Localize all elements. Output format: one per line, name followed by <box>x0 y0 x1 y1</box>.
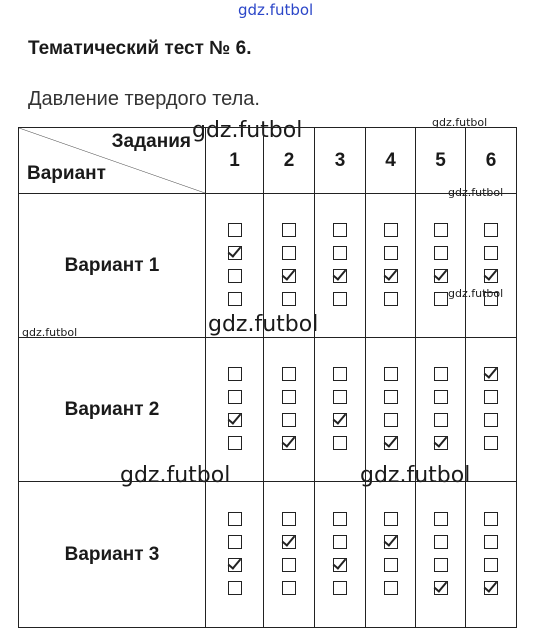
empty-checkbox <box>434 367 448 381</box>
answer-cell <box>206 338 264 482</box>
variant-label: Вариант 3 <box>19 482 206 628</box>
checked-checkbox <box>484 269 498 283</box>
empty-checkbox <box>384 246 398 260</box>
corner-label-variant: Вариант <box>27 163 106 184</box>
empty-checkbox <box>384 292 398 306</box>
answer-cell <box>366 338 416 482</box>
variant-label: Вариант 2 <box>19 338 206 482</box>
page-subtitle: Давление твердого тела. <box>28 88 260 110</box>
empty-checkbox <box>282 292 296 306</box>
empty-checkbox <box>434 390 448 404</box>
answer-cell <box>264 194 315 338</box>
answer-cell <box>416 194 466 338</box>
empty-checkbox <box>484 292 498 306</box>
empty-checkbox <box>484 223 498 237</box>
empty-checkbox <box>434 512 448 526</box>
empty-checkbox <box>282 558 296 572</box>
answer-cell <box>264 482 315 628</box>
empty-checkbox <box>384 390 398 404</box>
empty-checkbox <box>333 246 347 260</box>
watermark: gdz.futbol <box>208 312 319 337</box>
checked-checkbox <box>333 269 347 283</box>
answer-cell <box>315 338 366 482</box>
watermark: gdz.futbol <box>448 287 504 300</box>
variant-row <box>19 194 517 338</box>
empty-checkbox <box>228 535 242 549</box>
empty-checkbox <box>484 413 498 427</box>
checked-checkbox <box>484 367 498 381</box>
empty-checkbox <box>434 292 448 306</box>
empty-checkbox <box>228 223 242 237</box>
watermark: gdz.futbol <box>448 186 504 199</box>
empty-checkbox <box>282 413 296 427</box>
checked-checkbox <box>384 535 398 549</box>
empty-checkbox <box>434 535 448 549</box>
column-header: 3 <box>315 128 366 194</box>
watermark: gdz.futbol <box>360 463 471 488</box>
empty-checkbox <box>228 390 242 404</box>
empty-checkbox <box>282 512 296 526</box>
checked-checkbox <box>434 436 448 450</box>
checked-checkbox <box>282 535 296 549</box>
empty-checkbox <box>333 512 347 526</box>
empty-checkbox <box>228 512 242 526</box>
answer-cell <box>416 338 466 482</box>
page-title: Тематический тест № 6. <box>28 38 252 59</box>
answer-cell <box>264 338 315 482</box>
empty-checkbox <box>333 223 347 237</box>
column-header: 4 <box>366 128 416 194</box>
empty-checkbox <box>282 390 296 404</box>
empty-checkbox <box>282 367 296 381</box>
empty-checkbox <box>384 581 398 595</box>
answer-cell <box>416 482 466 628</box>
answer-cell <box>366 194 416 338</box>
column-header: 2 <box>264 128 315 194</box>
answer-cell <box>466 194 517 338</box>
empty-checkbox <box>484 535 498 549</box>
empty-checkbox <box>333 581 347 595</box>
empty-checkbox <box>228 292 242 306</box>
checked-checkbox <box>282 436 296 450</box>
answer-cell <box>315 482 366 628</box>
empty-checkbox <box>484 558 498 572</box>
checked-checkbox <box>384 269 398 283</box>
answer-cell <box>466 338 517 482</box>
checked-checkbox <box>333 413 347 427</box>
empty-checkbox <box>228 367 242 381</box>
empty-checkbox <box>434 223 448 237</box>
answer-cell <box>206 194 264 338</box>
empty-checkbox <box>282 581 296 595</box>
empty-checkbox <box>228 436 242 450</box>
empty-checkbox <box>333 367 347 381</box>
empty-checkbox <box>384 413 398 427</box>
empty-checkbox <box>434 558 448 572</box>
watermark: gdz.futbol <box>22 326 78 339</box>
empty-checkbox <box>333 390 347 404</box>
variant-row <box>19 482 517 628</box>
answer-cell <box>206 482 264 628</box>
answer-table <box>18 127 516 627</box>
column-header: 1 <box>206 128 264 194</box>
empty-checkbox <box>333 292 347 306</box>
header-row <box>19 128 517 194</box>
watermark: gdz.futbol <box>192 118 303 143</box>
checked-checkbox <box>228 558 242 572</box>
empty-checkbox <box>484 436 498 450</box>
answer-cell <box>366 482 416 628</box>
empty-checkbox <box>384 367 398 381</box>
checked-checkbox <box>333 558 347 572</box>
checked-checkbox <box>384 436 398 450</box>
empty-checkbox <box>384 558 398 572</box>
checked-checkbox <box>228 413 242 427</box>
column-header: 6 <box>466 128 517 194</box>
empty-checkbox <box>384 512 398 526</box>
answer-cell <box>466 482 517 628</box>
empty-checkbox <box>434 413 448 427</box>
empty-checkbox <box>228 581 242 595</box>
checked-checkbox <box>434 269 448 283</box>
empty-checkbox <box>384 223 398 237</box>
checked-checkbox <box>282 269 296 283</box>
empty-checkbox <box>484 512 498 526</box>
empty-checkbox <box>434 246 448 260</box>
empty-checkbox <box>484 390 498 404</box>
checked-checkbox <box>484 581 498 595</box>
empty-checkbox <box>282 246 296 260</box>
answer-cell <box>315 194 366 338</box>
empty-checkbox <box>282 223 296 237</box>
watermark: gdz.futbol <box>432 116 488 129</box>
watermark-top: gdz.futbol <box>238 1 314 19</box>
empty-checkbox <box>333 436 347 450</box>
empty-checkbox <box>484 246 498 260</box>
variant-label: Вариант 1 <box>19 194 206 338</box>
watermark: gdz.futbol <box>120 463 231 488</box>
corner-cell <box>19 128 206 194</box>
corner-label-tasks: Задания <box>111 131 191 152</box>
column-header: 5 <box>416 128 466 194</box>
variant-row <box>19 338 517 482</box>
empty-checkbox <box>228 269 242 283</box>
checked-checkbox <box>434 581 448 595</box>
empty-checkbox <box>333 535 347 549</box>
checked-checkbox <box>228 246 242 260</box>
